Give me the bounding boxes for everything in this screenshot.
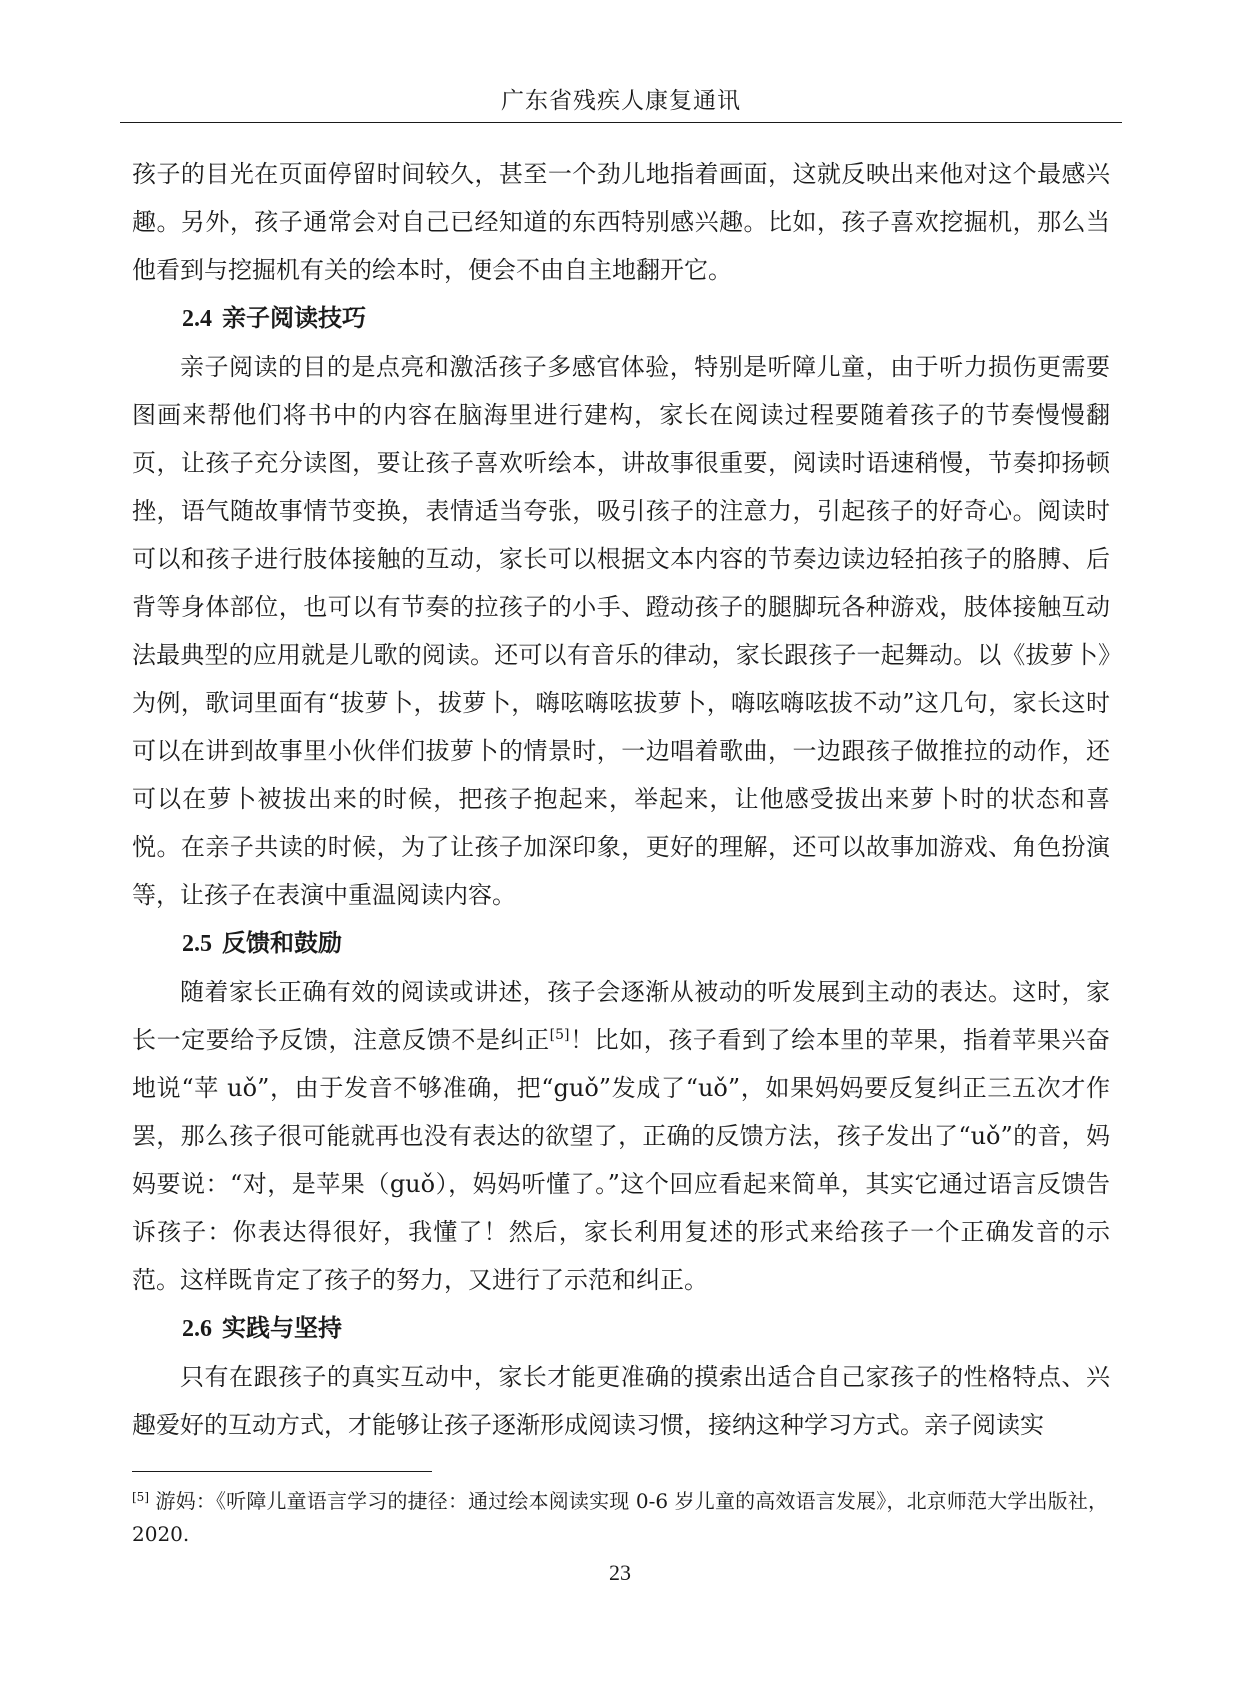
section-number: 2.4 bbox=[182, 306, 212, 332]
paragraph-continued: 孩子的目光在页面停留时间较久，甚至一个劲儿地指着画面，这就反映出来他对这个最感兴趣。另外，孩子通常会对自己已经知道的东西特别感兴趣。比如，孩子喜欢挖掘机，那么当他看到与挖掘机有关的绘本时，便会不由自主地翻开它。 bbox=[132, 160, 1110, 284]
paragraph-text: 随着家长正确有效的阅读或讲述，孩子会逐渐从被动的听发展到主动的表达。这时，家长一定要给予反馈，注意反馈不是纠正 bbox=[132, 978, 1110, 1054]
footnote bbox=[132, 1485, 1108, 1551]
section-title: 亲子阅读技巧 bbox=[222, 303, 366, 332]
section-heading-2-6 bbox=[132, 1304, 1110, 1353]
page-number: 23 bbox=[609, 1560, 631, 1585]
footnote-divider bbox=[132, 1471, 432, 1472]
footnote-text: 游妈：《听障儿童语言学习的捷径：通过绘本阅读实现 0-6 岁儿童的高效语言发展》，北京师范大学出版社，2020. bbox=[132, 1489, 1109, 1546]
paragraph-practice: 只有在跟孩子的真实互动中，家长才能更准确的摸索出适合自己家孩子的性格特点、兴趣爱好的互动方式，才能够让孩子逐渐形成阅读习惯，接纳这种学习方式。亲子阅读实 bbox=[132, 1363, 1110, 1439]
section-number: 2.6 bbox=[182, 1316, 212, 1342]
footnote-marker: [5] bbox=[132, 1490, 149, 1504]
paragraph-reading-techniques: 亲子阅读的目的是点亮和激活孩子多感官体验，特别是听障儿童，由于听力损伤更需要图画来帮他们将书中的内容在脑海里进行建构，家长在阅读过程要随着孩子的节奏慢慢翻页，让孩子充分读图，要让孩子喜欢听绘本，讲故事很重要，阅读时语速稍慢，节奏抑扬顿挫，语气随故事情节变换，表情适当夸张，吸引孩子的注意力，引起孩子的好奇心。阅读时可以和孩子进行肢体接触的互动，家长可以根据文本内容的节奏边读边轻拍孩子的胳膊、后背等身体部位，也可以有节奏的拉孩子的小手、蹬动孩子的腿脚玩各种游戏，肢体接触互动法最典型的应用就是儿歌的阅读。还可以有音乐的律动，家长跟孩子一起舞动。以《拔萝卜》为例，歌词里面有“拔萝卜，拔萝卜，嗨呟嗨呟拔萝卜，嗨呟嗨呟拔不动”这几句，家长这时可以在讲到故事里小伙伴们拔萝卜的情景时，一边唱着歌曲，一边跟孩子做推拉的动作，还可以在萝卜被拔出来的时候，把孩子抱起来，举起来，让他感受拔出来萝卜时的状态和喜悦。在亲子共读的时候，为了让孩子加深印象，更好的理解，还可以故事加游戏、角色扮演等，让孩子在表演中重温阅读内容。 bbox=[132, 353, 1110, 909]
running-header: 广东省残疾人康复通讯 bbox=[501, 88, 741, 114]
section-heading-2-5 bbox=[132, 919, 1110, 968]
paragraph-feedback bbox=[132, 968, 1110, 1304]
section-number: 2.5 bbox=[182, 931, 212, 957]
section-heading-2-4 bbox=[132, 294, 1110, 343]
header-divider bbox=[120, 122, 1122, 123]
article-body bbox=[132, 150, 1110, 1449]
section-title: 反馈和鼓励 bbox=[222, 928, 342, 957]
section-title: 实践与坚持 bbox=[222, 1313, 342, 1342]
footnote-reference[interactable]: [5] bbox=[549, 1027, 570, 1043]
paragraph-text: ！比如，孩子看到了绘本里的苹果，指着苹果兴奋地说“苹 uǒ”，由于发音不够准确，把“guǒ”发成了“uǒ”，如果妈妈要反复纠正三五次才作罢，那么孩子很可能就再也没有表达的欲望了，正确的反馈方法，孩子发出了“uǒ”的音，妈妈要说：“对，是苹果（guǒ），妈妈听懂了。”这个回应看起来简单，其实它通过语言反馈告诉孩子：你表达得很好，我懂了！然后，家长利用复述的形式来给孩子一个正确发音的示范。这样既肯定了孩子的努力，又进行了示范和纠正。 bbox=[132, 1026, 1111, 1294]
